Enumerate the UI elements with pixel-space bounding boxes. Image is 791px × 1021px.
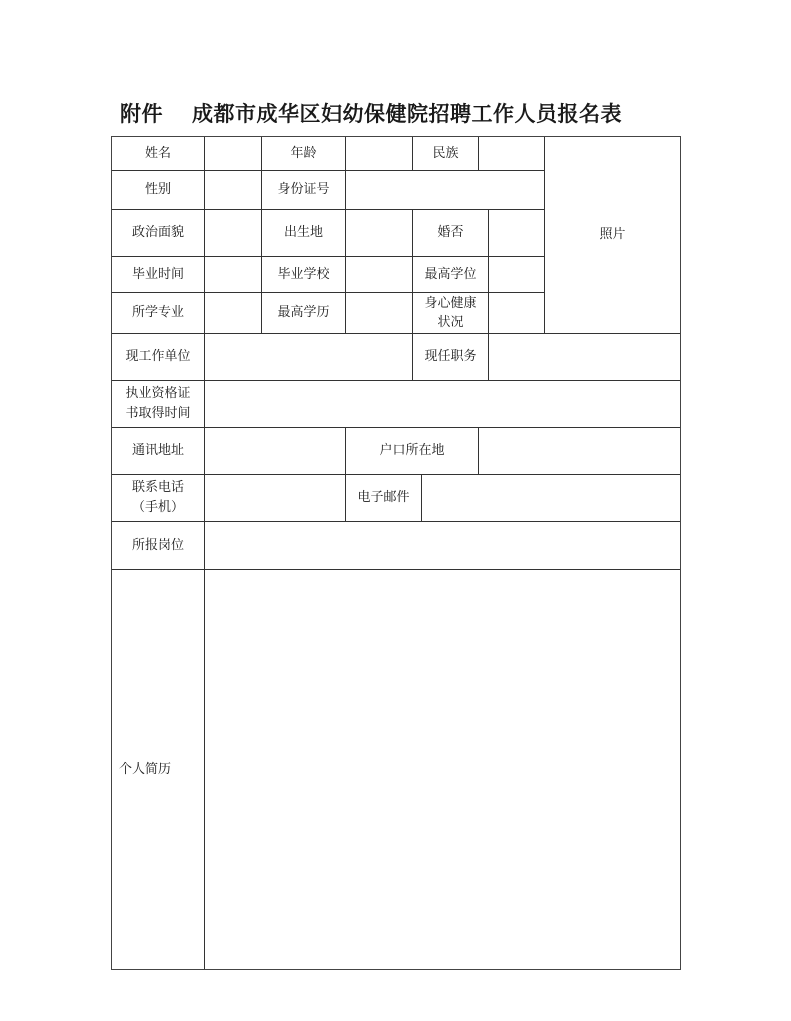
graduation-school-label: 毕业学校 bbox=[261, 256, 346, 293]
highest-degree-label: 最高学位 bbox=[412, 256, 489, 293]
age-field[interactable] bbox=[345, 136, 413, 171]
photo-label: 照片 bbox=[599, 227, 626, 242]
attachment-label: 附件 bbox=[120, 101, 163, 126]
phone-label-line2: （手机） bbox=[131, 500, 184, 515]
address-field[interactable] bbox=[204, 427, 346, 475]
license-time-label bbox=[111, 380, 205, 428]
hukou-label: 户口所在地 bbox=[345, 427, 479, 475]
phone-field[interactable] bbox=[204, 474, 346, 522]
current-position-field[interactable] bbox=[488, 333, 681, 381]
address-label: 通讯地址 bbox=[111, 427, 205, 475]
hukou-field[interactable] bbox=[478, 427, 681, 475]
graduation-time-label: 毕业时间 bbox=[111, 256, 205, 293]
health-status-label-line1: 身心健康 bbox=[424, 296, 477, 311]
applied-post-field[interactable] bbox=[204, 521, 681, 570]
graduation-time-field[interactable] bbox=[204, 256, 262, 293]
phone-label bbox=[111, 474, 205, 522]
ethnicity-label: 民族 bbox=[412, 136, 479, 171]
name-label: 姓名 bbox=[111, 136, 205, 171]
email-field[interactable] bbox=[421, 474, 681, 522]
license-time-label-line2: 书取得时间 bbox=[125, 406, 191, 421]
photo-box[interactable] bbox=[544, 136, 681, 334]
major-field[interactable] bbox=[204, 292, 262, 334]
birthplace-field[interactable] bbox=[345, 209, 413, 257]
applied-post-label: 所报岗位 bbox=[111, 521, 205, 570]
health-status-field[interactable] bbox=[488, 292, 545, 334]
current-employer-label: 现工作单位 bbox=[111, 333, 205, 381]
highest-degree-field[interactable] bbox=[488, 256, 545, 293]
political-status-label: 政治面貌 bbox=[111, 209, 205, 257]
id-number-field[interactable] bbox=[345, 170, 545, 210]
age-label: 年龄 bbox=[261, 136, 346, 171]
resume-label: 个人简历 bbox=[111, 569, 205, 970]
health-status-label bbox=[412, 292, 489, 334]
gender-field[interactable] bbox=[204, 170, 262, 210]
name-field[interactable] bbox=[204, 136, 262, 171]
health-status-label-line2: 状况 bbox=[437, 315, 464, 330]
gender-label: 性别 bbox=[111, 170, 205, 210]
license-time-label-line1: 执业资格证 bbox=[125, 386, 191, 401]
marital-status-field[interactable] bbox=[488, 209, 545, 257]
form-title: 成都市成华区妇幼保健院招聘工作人员报名表 bbox=[192, 101, 622, 126]
graduation-school-field[interactable] bbox=[345, 256, 413, 293]
ethnicity-field[interactable] bbox=[478, 136, 545, 171]
resume-field[interactable] bbox=[204, 569, 681, 970]
current-employer-field[interactable] bbox=[204, 333, 413, 381]
highest-education-label: 最高学历 bbox=[261, 292, 346, 334]
birthplace-label: 出生地 bbox=[261, 209, 346, 257]
phone-label-line1: 联系电话 bbox=[131, 480, 184, 495]
marital-status-label: 婚否 bbox=[412, 209, 489, 257]
highest-education-field[interactable] bbox=[345, 292, 413, 334]
email-label: 电子邮件 bbox=[345, 474, 422, 522]
current-position-label: 现任职务 bbox=[412, 333, 489, 381]
political-status-field[interactable] bbox=[204, 209, 262, 257]
license-time-field[interactable] bbox=[204, 380, 681, 428]
id-number-label: 身份证号 bbox=[261, 170, 346, 210]
major-label: 所学专业 bbox=[111, 292, 205, 334]
